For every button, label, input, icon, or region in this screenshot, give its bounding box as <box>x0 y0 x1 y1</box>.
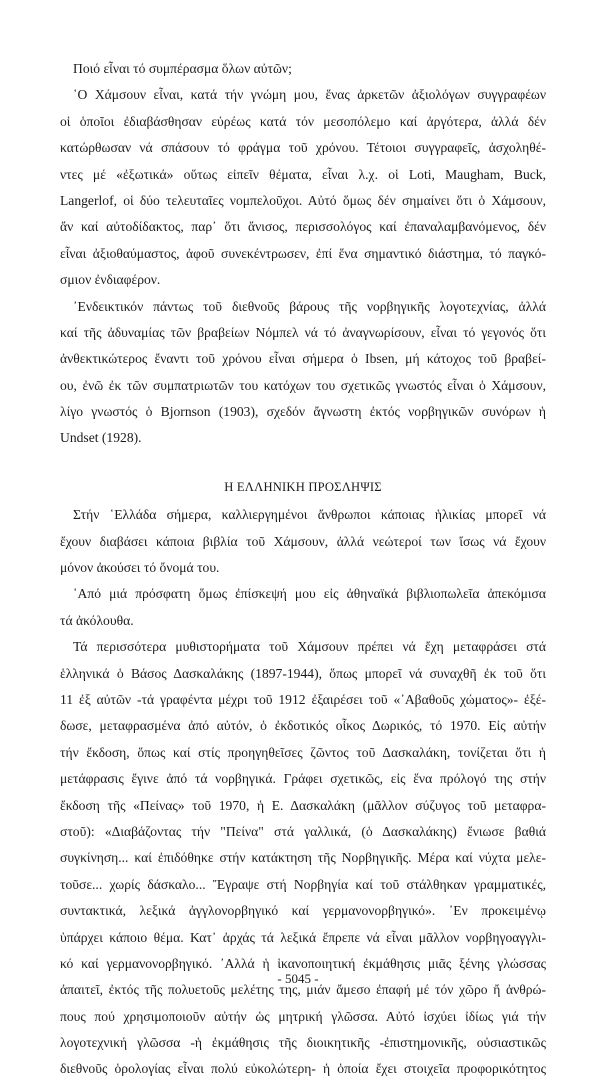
text-line: τήν ἔκδοση, ὅπως καί στίς προηγηθεῖσες ζῶντος τοῦ Δασκαλάκη, τονίζεται ὅτι ἡ <box>60 744 546 760</box>
text-line: Ποιό εἶναι τό συμπέρασμα ὅλων αὐτῶν; <box>73 61 292 76</box>
text-line: κό καί γερμανονορβηγικό. ᾽Αλλά ἡ ἱκανοποιητική ἐκμάθησις μιᾶς ξένης γλώσσας <box>60 955 546 971</box>
text-line: στοῦ): «Διαβάζοντας τήν "Πείνα" στά γαλλικά, (ὁ Δασκαλάκης) ἔνιωσε βαθιά <box>60 823 546 839</box>
text-line: σμιον ἐνδιαφέρον. <box>60 272 161 288</box>
text-line: συντακτικά, λεξικά ἀγγλονορβηγικό καί γερμανονορβηγικό». ᾽Εν προκειμένῳ <box>60 903 546 919</box>
paragraph <box>60 581 546 634</box>
text-line: ῾Από μιά πρόσφατη ὅμως ἐπίσκεψή μου εἰς ἀθηναϊκά βιβλιοπωλεῖα ἀπεκόμισα <box>73 586 546 602</box>
section-heading: Η ΕΛΛΗΝΙΚΗ ΠΡΟΣΛΗΨΙΣ <box>224 479 382 494</box>
text-line: μόνον ἀκούσει τό ὄνομά του. <box>60 560 220 576</box>
text-line: πους πού χρησιμοποιοῦν αὐτήν ὡς μητρική γλῶσσα. Αὐτό ἰσχύει ἰδίως γιά τήν <box>60 1008 546 1024</box>
text-line: Τά περισσότερα μυθιστορήματα τοῦ Χάμσουν πρέπει νά ἔχη μεταφράσει στά <box>73 639 546 655</box>
text-line: οἱ ὁποῖοι ἐδιαβάσθησαν εὐρέως κατά τόν μεσοπόλεμο καί ἀργότερα, ἀλλά δέν <box>60 113 546 129</box>
paragraph <box>60 294 546 452</box>
text-line: διεθνοῦς ὁρολογίας εἶναι πολύ εὐκολώτερη- ἡ ὁποία ἔχει στοιχεῖα προφορικότητος <box>60 1061 546 1077</box>
paragraph <box>60 56 546 82</box>
text-line: Στήν ῾Ελλάδα σήμερα, καλλιεργημένοι ἄνθρωποι κάποιας ἡλικίας μπορεῖ νά <box>73 507 546 523</box>
text-line: ᾽Ενδεικτικόν πάντως τοῦ διεθνοῦς βάρους τῆς νορβηγικῆς λογοτεχνίας, ἀλλά <box>73 298 546 314</box>
text-line: κατώρθωσαν νά σπάσουν τό φράγμα τοῦ χρόνου. Τέτοιοι συγγραφεῖς, ἀσχοληθέ- <box>60 140 546 156</box>
body-text <box>60 56 546 1083</box>
text-line: τοῦσε... χωρίς δάσκαλο... Ἔγραψε στή Νορβηγία καί τοῦ στάλθηκαν γραμματικές, <box>60 876 546 892</box>
text-line: 11 ἐξ αὐτῶν -τά γραφέντα μέχρι τοῦ 1912 ἐξαιρέσει τοῦ «᾽Αβαθοῦς χώματος»- ἐξέ- <box>60 691 546 707</box>
text-line: λίγο γνωστός ὁ Bjornson (1903), σχεδόν ἄγνωστη ἐκτός νορβηγικῶν συνόρων ἡ <box>60 404 546 420</box>
text-line: ἑλληνικά ὁ Βάσος Δασκαλάκης (1897-1944), ὅπως μπορεῖ νά συναχθῆ ἐκ τοῦ ὅτι <box>60 665 546 681</box>
text-line: μετάφρασις ἔγινε ἀπό τά νορβηγικά. Γράφει σχετικῶς, εἰς ἕνα πρόλογό της στήν <box>60 771 546 787</box>
paragraph <box>60 634 546 1083</box>
paragraph <box>60 82 546 293</box>
text-line: δωσε, μεταφρασμένα ἀπό αὐτόν, ὁ ἐκδοτικός οἶκος Δωρικός, τό 1970. Εἰς αὐτήν <box>60 718 546 734</box>
page-number: - 5045 - <box>277 971 319 986</box>
text-line: ἀπαιτεῖ, ἐκτός τῆς πολυετοῦς μελέτης της, μιάν ἄμεσο ἐπαφή μέ τόν χῶρο ἤ ἀνθρώ- <box>60 982 546 998</box>
text-line: Undset (1928). <box>60 430 142 446</box>
text-line: ντες μέ «ἐξωτικά» οὕτως εἰπεῖν θέματα, εἶναι λ.χ. οἱ Loti, Maugham, Buck, <box>60 166 546 182</box>
text-line: ἀνθεκτικώτερος ἔναντι τοῦ χρόνου εἶναι σήμερα ὁ Ibsen, μή κάτοχος τοῦ βραβεί- <box>60 351 546 367</box>
text-line: ἔχουν διαβάσει κάποια βιβλία τοῦ Χάμσουν, ἀλλά νεώτεροί των ἴσως νά ἔχουν <box>60 533 546 549</box>
text-line: ῾Ο Χάμσουν εἶναι, κατά τήν γνώμη μου, ἕνας ἀρκετῶν ἀξιολόγων συγγραφέων <box>73 87 546 103</box>
text-line: ου, ἐνῶ ἐκ τῶν συμπατριωτῶν του κατόχων του σχετικῶς γνωστός εἶναι ὁ Χάμσουν, <box>60 377 546 393</box>
paragraph <box>60 502 546 581</box>
text-line: ἄν καί αὐτοδίδακτος, παρ᾽ ὅτι ἄνισος, περισσολόγος καί ἐπαναλαμβανόμενος, δέν <box>60 219 546 235</box>
text-line: Langerlof, οἱ δύο τελευταῖες νομπελοῦχοι. Αὐτό ὅμως δέν σημαίνει ὅτι ὁ Χάμσουν, <box>60 192 546 208</box>
text-line: λογοτεχνική γλῶσσα -ἡ ἐκμάθησις τῆς διοικητικῆς -ἐπιστημονικῆς, οὐσιαστικῶς <box>60 1035 546 1051</box>
text-line: τά ἀκόλουθα. <box>60 612 134 628</box>
text-line: συγκίνηση... καί ἐπιδόθηκε στήν κατάκτηση τῆς Νορβηγικῆς. Μέρα καί νύχτα μελε- <box>60 850 546 866</box>
text-line: καί τῆς ἀδυναμίας τῶν βραβείων Νόμπελ νά τό ἀναγνωρίσουν, εἶναι τό γεγονός ὅτι <box>60 324 546 340</box>
text-line: εἶναι ἀξιοθαύμαστος, ἀφοῦ συνεκέντρωσεν, ἐπί ἕνα σημαντικό διάστημα, τό παγκό- <box>60 245 546 261</box>
text-line: ἔκδοση τῆς «Πείνας» τοῦ 1970, ἡ Ε. Δασκαλάκη (μᾶλλον σύζυγος τοῦ μεταφρα- <box>60 797 546 813</box>
text-line: ὑπάρχει κάποιο θέμα. Κατ᾽ ἀρχάς τά λεξικά ἔπρεπε νά εἶναι μᾶλλον νορβηγοαγγλι- <box>60 929 546 945</box>
